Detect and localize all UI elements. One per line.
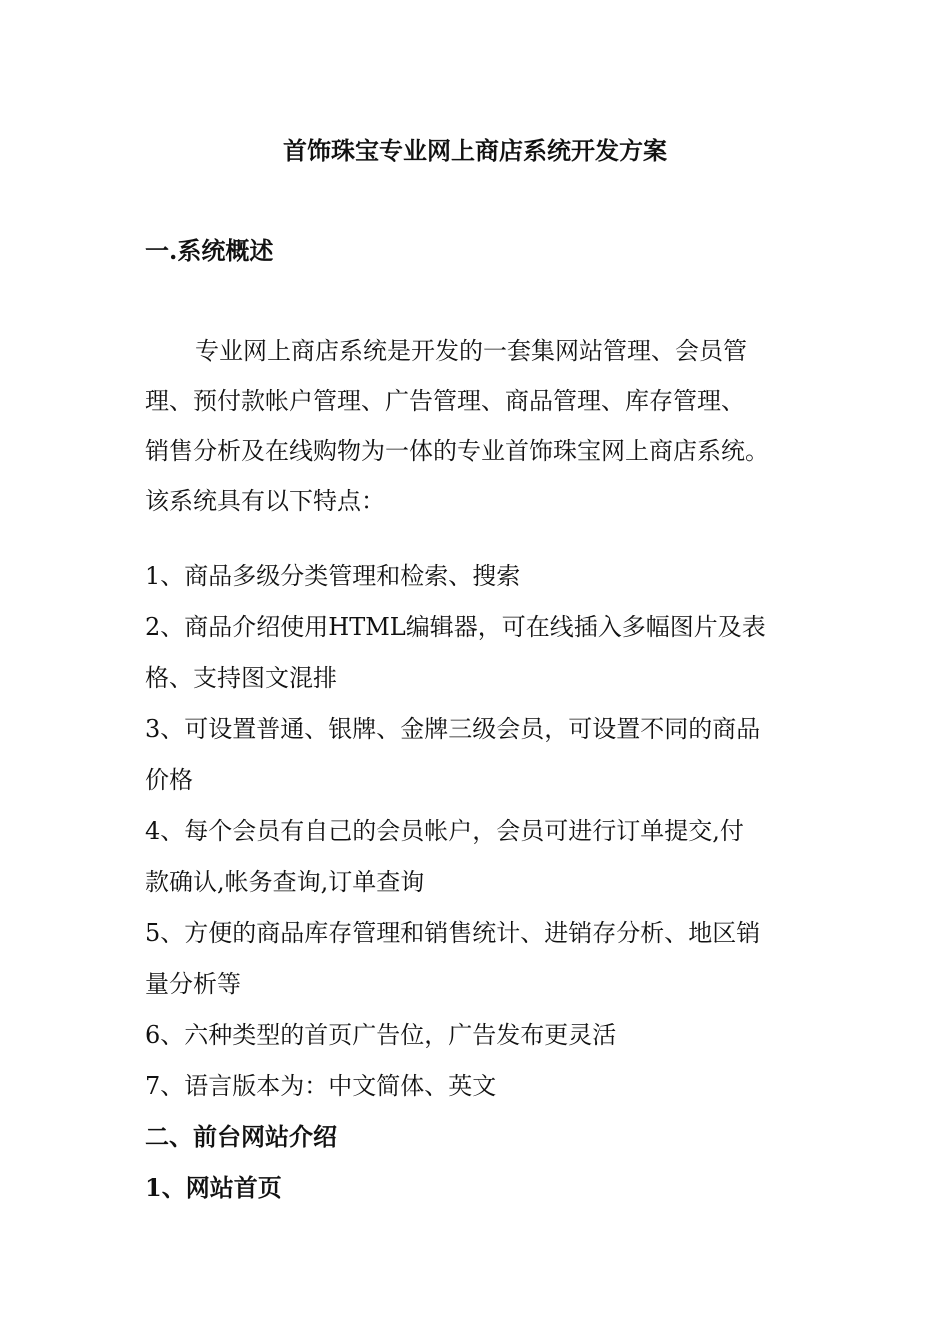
feature-line: 6、六种类型的首页广告位，广告发布更灵活 [145, 1021, 617, 1049]
feature-line: 7、语言版本为：中文简体、英文 [145, 1072, 497, 1100]
feature-line: 1、商品多级分类管理和检索、搜索 [145, 562, 521, 590]
feature-line: 4、每个会员有自己的会员帐户，会员可进行订单提交,付 [145, 817, 744, 845]
section-heading-frontend: 二、前台网站介绍 [145, 1122, 337, 1151]
feature-line: 3、可设置普通、银牌、金牌三级会员，可设置不同的商品 [145, 715, 761, 743]
intro-line: 专业网上商店系统是开发的一套集网站管理、会员管 [195, 337, 747, 365]
feature-line: 格、支持图文混排 [145, 664, 337, 692]
intro-line: 该系统具有以下特点： [145, 487, 385, 515]
document-title: 首饰珠宝专业网上商店系统开发方案 [283, 136, 667, 165]
section-heading-overview: 一.系统概述 [145, 236, 274, 265]
feature-line: 价格 [145, 766, 193, 794]
feature-line: 5、方便的商品库存管理和销售统计、进销存分析、地区销 [145, 919, 761, 947]
feature-line: 量分析等 [145, 970, 241, 998]
intro-line: 销售分析及在线购物为一体的专业首饰珠宝网上商店系统。 [145, 437, 769, 465]
subsection-heading-homepage: 1、网站首页 [145, 1173, 282, 1202]
feature-line: 2、商品介绍使用HTML编辑器，可在线插入多幅图片及表 [145, 613, 766, 641]
feature-line: 款确认,帐务查询,订单查询 [145, 868, 425, 896]
intro-line: 理、预付款帐户管理、广告管理、商品管理、库存管理、 [145, 387, 745, 415]
